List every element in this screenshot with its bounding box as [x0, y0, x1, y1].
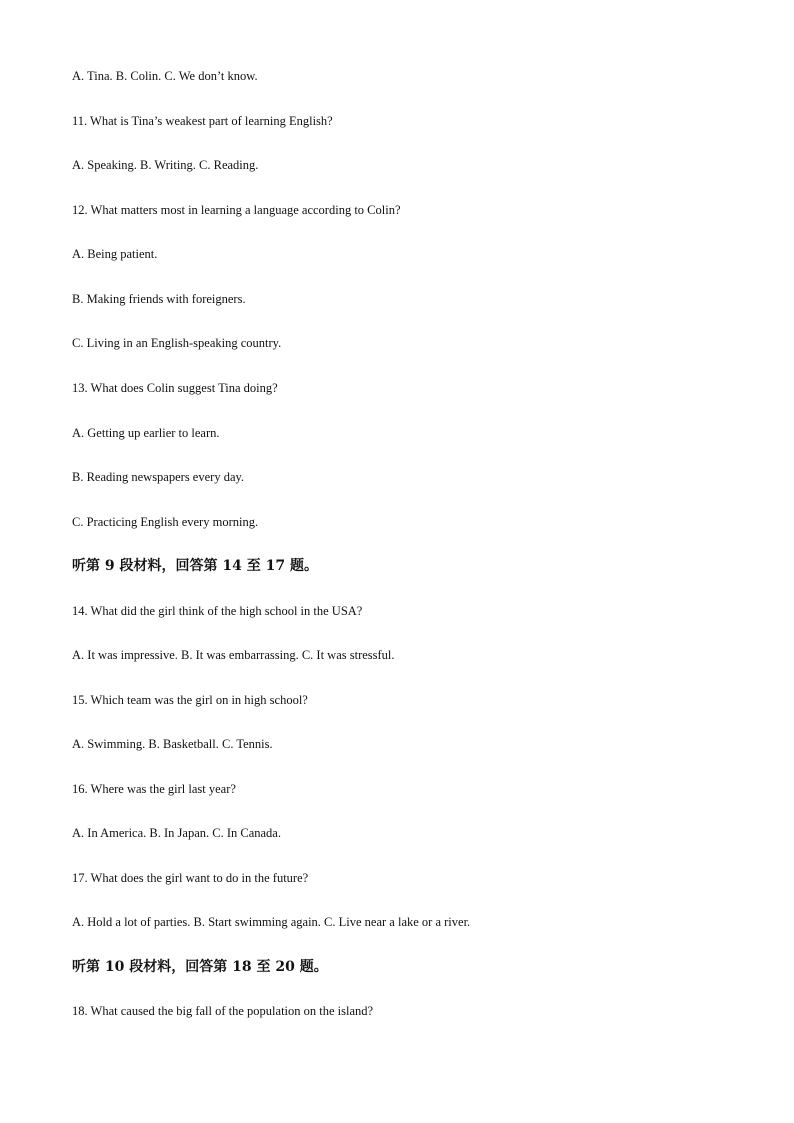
q14-question: 14. What did the girl think of the high school in the USA? [72, 604, 363, 618]
q16-question: 16. Where was the girl last year? [72, 782, 236, 796]
q18-question: 18. What caused the big fall of the population on the island? [72, 1004, 374, 1018]
q11-options: A. Speaking. B. Writing. C. Reading. [72, 158, 259, 172]
q13-option-a: A. Getting up earlier to learn. [72, 426, 220, 440]
section-heading-10: 听第 10 段材料，回答第 18 至 20 题。 [72, 959, 328, 975]
q15-question: 15. Which team was the girl on in high school? [72, 693, 308, 707]
q13-option-b: B. Reading newspapers every day. [72, 470, 245, 484]
q12-option-b: B. Making friends with foreigners. [72, 292, 246, 306]
section-heading-9: 听第 9 段材料，回答第 14 至 17 题。 [72, 558, 318, 574]
q11-question: 11. What is Tina’s weakest part of learning English? [72, 114, 333, 128]
q17-question: 17. What does the girl want to do in the future? [72, 871, 309, 885]
q13-question: 13. What does Colin suggest Tina doing? [72, 381, 278, 395]
q16-options: A. In America. B. In Japan. C. In Canada. [72, 826, 281, 840]
q12-question: 12. What matters most in learning a language according to Colin? [72, 203, 401, 217]
q12-option-a: A. Being patient. [72, 247, 158, 261]
q13-option-c: C. Practicing English every morning. [72, 515, 259, 529]
q12-option-c: C. Living in an English-speaking country. [72, 336, 282, 350]
q15-options: A. Swimming. B. Basketball. C. Tennis. [72, 737, 273, 751]
q10-options: A. Tina. B. Colin. C. We don’t know. [72, 69, 258, 83]
q17-options: A. Hold a lot of parties. B. Start swimming again. C. Live near a lake or a river. [72, 915, 471, 929]
q14-options: A. It was impressive. B. It was embarrassing. C. It was stressful. [72, 648, 395, 662]
